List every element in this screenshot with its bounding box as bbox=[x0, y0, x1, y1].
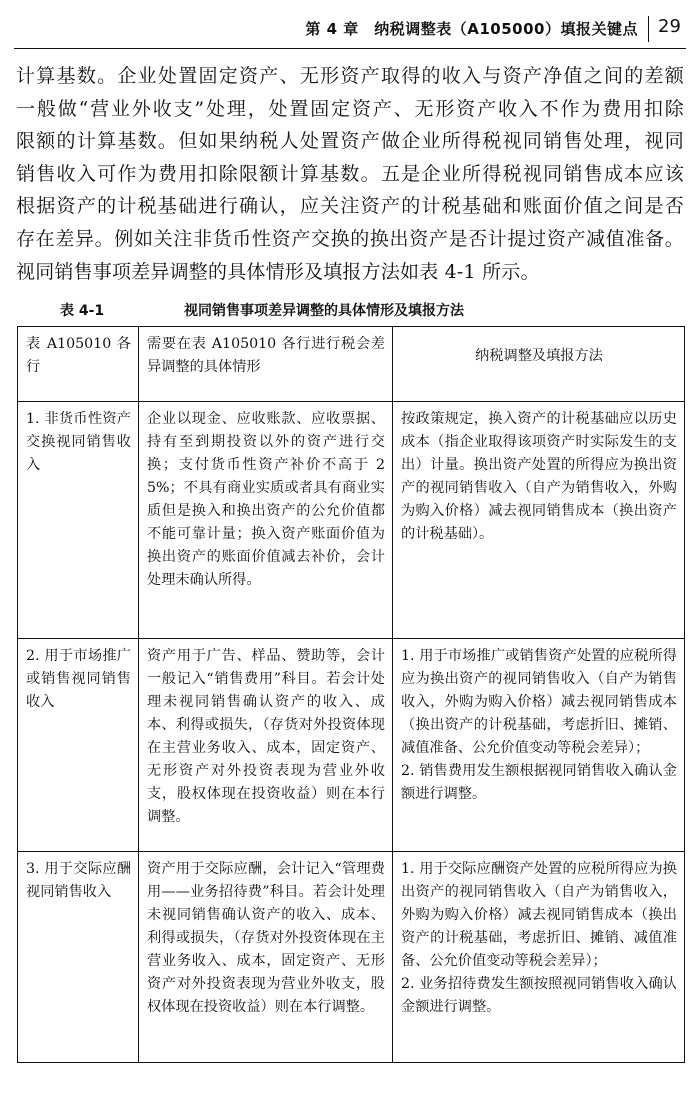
body-line: 视同销售事项差异调整的具体情形及填报方法如表 4-1 所示。 bbox=[16, 260, 540, 283]
body-line: 计算基数。企业处置固定资产、无形资产取得的收入与资产净值之间的差额 bbox=[16, 65, 684, 87]
method-para-2: 2. 销售费用发生额根据视同销售收入确认金额进行调整。 bbox=[401, 763, 677, 802]
method-para-2: 2. 业务招待费发生额按照视同销售收入确认金额进行调整。 bbox=[401, 976, 677, 1015]
page-header bbox=[0, 8, 700, 48]
row-situation-cell: 资产用于交际应酬，会计记入“管理费用——业务招待费”科目。若会计处理未视同销售确认资产的收入、成本、利得或损失，（存货对外投资体现在主营业务收入、成本，固定资产、无形资产对外投资表现为营业外收支，股权体现在投资收益）则在本行调整。 bbox=[139, 852, 393, 1063]
row-situation-cell: 资产用于广告、样品、赞助等，会计一般记入“销售费用”科目。若会计处理未视同销售确认资产的收入、成本、利得或损失，（存货对外投资体现在主营业务收入、成本，固定资产、无形资产对外投资表现为营业外收支，股权体现在投资收益）则在本行调整。 bbox=[139, 639, 393, 852]
table-row bbox=[18, 852, 685, 1063]
chapter-title: 第 4 章 纳税调整表（A105000）填报关键点 bbox=[305, 20, 638, 38]
page-number: 29 bbox=[658, 16, 681, 37]
table-header-row bbox=[18, 327, 685, 402]
table-title: 视同销售事项差异调整的具体情形及填报方法 bbox=[184, 303, 464, 319]
body-line: 一般做“营业外收支”处理，处置固定资产、无形资产收入不作为费用扣除 bbox=[16, 97, 684, 120]
row-item-cell: 1. 非货币性资产交换视同销售收入 bbox=[18, 402, 139, 639]
body-line: 存在差异。例如关注非货币性资产交换的换出资产是否计提过资产减值准备。 bbox=[16, 227, 684, 250]
table-row bbox=[18, 402, 685, 639]
tax-adjustment-table bbox=[17, 326, 685, 1063]
body-line: 销售收入可作为费用扣除限额计算基数。五是企业所得税视同销售成本应该 bbox=[16, 162, 684, 185]
header-cell: 表 A105010 各行 bbox=[18, 327, 139, 402]
method-para-1: 1. 用于交际应酬资产处置的应税所得应为换出资产的视同销售收入（自产为销售收入，外购为购入价格）减去视同销售成本（换出资产的计税基础，考虑折旧、摊销、减值准备、公允价值变动等税会差异）； bbox=[401, 861, 677, 969]
table-row bbox=[18, 639, 685, 852]
header-separator bbox=[648, 16, 649, 42]
header-cell: 需要在表 A105010 各行进行税会差异调整的具体情形 bbox=[139, 327, 393, 402]
row-method-cell bbox=[393, 639, 685, 852]
row-item-cell: 2. 用于市场推广或销售视同销售收入 bbox=[18, 639, 139, 852]
body-line: 根据资产的计税基础进行确认，应关注资产的计税基础和账面价值之间是否 bbox=[16, 195, 684, 218]
body-paragraph bbox=[16, 60, 684, 288]
method-para-1: 1. 用于市场推广或销售资产处置的应税所得应为换出资产的视同销售收入（自产为销售收入，外购为购入价格）减去视同销售成本（换出资产的计税基础，考虑折旧、摊销、减值准备、公允价值变动等税会差异）； bbox=[401, 648, 677, 756]
table-number: 表 4-1 bbox=[60, 303, 105, 319]
row-item-cell: 3. 用于交际应酬视同销售收入 bbox=[18, 852, 139, 1063]
header-rule bbox=[14, 48, 686, 49]
table-caption bbox=[0, 298, 700, 322]
body-line: 限额的计算基数。但如果纳税人处置资产做企业所得税视同销售处理，视同 bbox=[16, 130, 684, 153]
row-method-cell bbox=[393, 852, 685, 1063]
row-method-cell: 按政策规定，换入资产的计税基础应以历史成本（指企业取得该项资产时实际发生的支出）计量。换出资产处置的所得应为换出资产的视同销售收入（自产为销售收入，外购为购入价格）减去视同销售成本（换出资产的计税基础）。 bbox=[393, 402, 685, 639]
row-situation-cell: 企业以现金、应收账款、应收票据、持有至到期投资以外的资产进行交换；支付货币性资产补价不高于 25%；不具有商业实质或者具有商业实质但是换入和换出资产的公允价值都不能可靠计量；换入资产账面价值为换出资产的账面价值减去补价，会计处理未确认所得。 bbox=[139, 402, 393, 639]
header-cell: 纳税调整及填报方法 bbox=[393, 327, 685, 402]
